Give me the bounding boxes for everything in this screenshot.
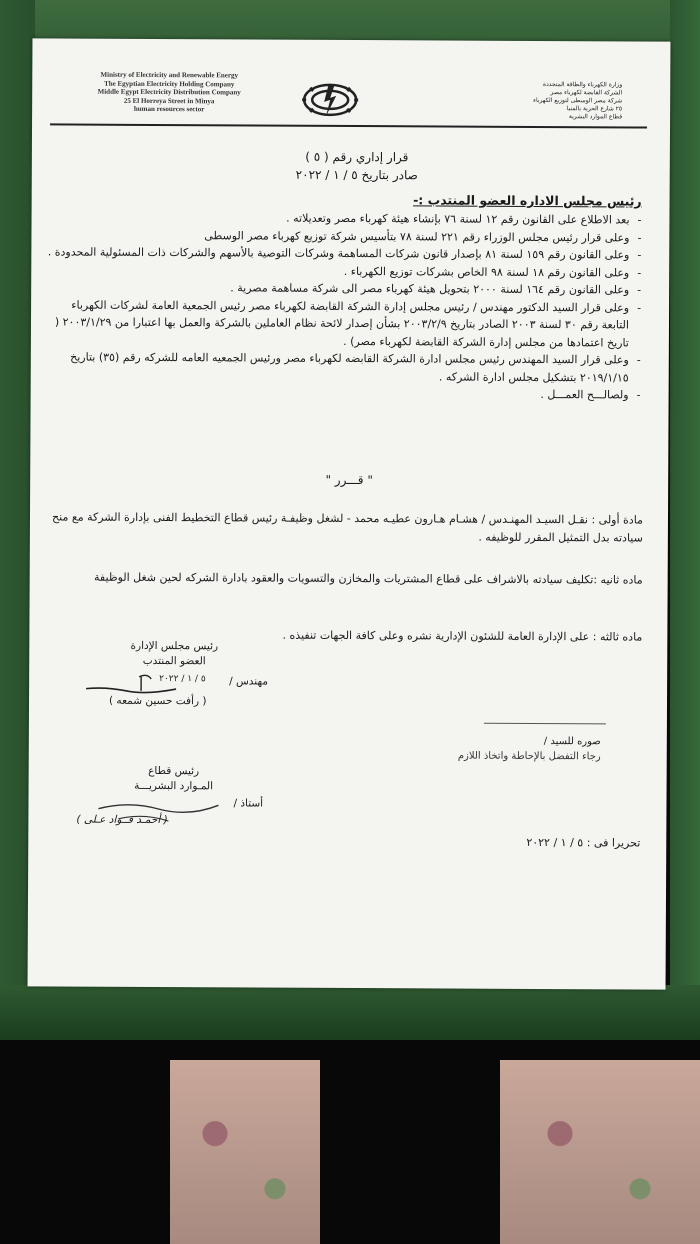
letterhead-line: وزارة الكهرباء والطاقة المتجددة bbox=[542, 81, 623, 89]
decision-date: صادر بتاريخ ٥ / ١ / ٢٠٢٢ bbox=[295, 167, 418, 183]
signatory-chairman-title bbox=[74, 639, 274, 670]
preamble-list bbox=[41, 208, 642, 404]
chairman-heading: رئيس مجلس الاداره العضو المنتدب :- bbox=[413, 192, 642, 209]
issue-date-line: تحريرا فى : ٥ / ١ / ٢٠٢٢ bbox=[526, 835, 641, 850]
document-page bbox=[28, 38, 671, 989]
preamble-item: - بعد الاطلاع على القانون رقم ١٢ لسنة ٧٦ بإنشاء هيئة كهرباء مصر وتعديلاته . bbox=[42, 208, 642, 229]
preamble-item: - وعلى القانون رقم ١٦٤ لسنة ٢٠٠٠ بتحويل هيئة كهرباء مصر الى شركة مساهمة مصرية . bbox=[41, 278, 641, 299]
letterhead-line: ٢٥ شارع الحرية بالمنيا bbox=[566, 105, 623, 113]
signatory-title-line: رئيس قطاع bbox=[148, 764, 200, 778]
company-logo-icon bbox=[298, 78, 362, 122]
article-first: مادة أولى : نقـل السيـد المهنـدس / هشـام هـارون عطيـه محمد - لشغل وظيفـة رئيس قطاع التخطيط الفنى بإدارة الشركة مع منح سيادته بدل التمثيل المقرر للوظيفه . bbox=[52, 510, 644, 545]
letterhead-line: The Egyptian Electricity Holding Company bbox=[104, 79, 235, 88]
preamble-item: - وعلى قرار رئيس مجلس الوزراء رقم ٢٢١ لسنة ٧٨ بتأسيس شركة توزيع كهرباء مصر الوسطى bbox=[41, 226, 641, 247]
cc-underline bbox=[484, 723, 606, 725]
letterhead-line: 25 El Horreya Street in Minya bbox=[123, 96, 215, 105]
signatory-prefix: أستاذ / bbox=[233, 797, 264, 810]
header-divider bbox=[50, 123, 647, 128]
letterhead-line: human resources sector bbox=[133, 104, 205, 114]
decision-title: " قـــرر " bbox=[325, 472, 373, 488]
letterhead-line: Middle Egypt Electricity Distribution Company bbox=[97, 87, 241, 97]
table-edge bbox=[0, 985, 700, 1045]
signatory-name: ( أحمـد فــواد عـلى ) bbox=[76, 813, 168, 827]
decision-reference bbox=[222, 147, 492, 184]
signatory-prefix: مهندس / bbox=[229, 675, 268, 688]
cc-note: رجاء التفضل بالإحاطة واتخاذ اللازم bbox=[457, 750, 601, 763]
background-right bbox=[670, 0, 700, 1040]
letterhead-line: قطاع الموارد البشرية bbox=[568, 113, 623, 121]
article-third: ماده ثالثه : على الإدارة العامة للشئون الإدارية نشره وعلى كافة الجهات تنفيذه . bbox=[282, 628, 643, 644]
signatory-name: ( رأفت حسين شمعه ) bbox=[108, 694, 207, 708]
signature-date: ٥ / ١ / ٢٠٢٢ bbox=[159, 674, 206, 685]
preamble-item: - وعلى قرار السيد الدكتور مهندس / رئيس مجلس إدارة الشركة القابضة لكهرباء مصر رئيس الجمعية العامة لشركات الكهرباء التابعة رقم ٣٠ لسنة ٢٠٠٣ الصادر بتاريخ ٢٠٠٣/٢/٩ بشأن إصدار لائحة نظام العاملين بالشركة والعمل بها اعتبارا من ٢٠٠٣/١/٢٩ ( تاريخ اعتمادها من مجلس إدارة الشركة القابضة لكهرباء مصر) . bbox=[41, 296, 641, 352]
carpet-patch bbox=[500, 1060, 700, 1244]
letterhead-line: الشركة القابضة لكهرباء مصر bbox=[550, 89, 623, 97]
signatory-title-line: المـوارد البشريـــة bbox=[134, 779, 214, 793]
decision-number: قرار إداري رقم ( ٥ ) bbox=[305, 149, 409, 165]
preamble-item: - وعلى قرار السيد المهندس رئيس مجلس ادارة الشركة القابضه لكهرباء مصر ورئيس الجمعيه العامه للشركه رقم (٣٥) بتاريخ ٢٠١٩/١/١٥ بتشكيل مجلس ادارة الشركه . bbox=[41, 348, 641, 386]
letterhead-line: شركة مصر الوسطى لتوزيع الكهرباء bbox=[533, 96, 623, 105]
preamble-item: - وعلى القانون رقم ١٥٩ لسنة ٨١ بإصدار قانون شركات المساهمة وشركات التوصية بالأسهم والشركات ذات المسئولية المحدودة . bbox=[41, 243, 641, 264]
signatory-title-line: العضو المنتدب bbox=[142, 654, 206, 668]
preamble-item: - ولصالـــح العمـــل . bbox=[41, 383, 641, 404]
signatory-title-line: رئيس مجلس الإدارة bbox=[130, 639, 219, 653]
article-second: ماده ثانيه :تكليف سيادته بالاشراف على قطاع المشتريات والمخازن والتسويات والعقود بادارة الشركه لحين شغل الوظيفة bbox=[94, 570, 643, 587]
carpet-patch bbox=[170, 1060, 320, 1244]
cc-recipient: صوره للسيد / bbox=[543, 736, 601, 748]
preamble-item: - وعلى القانون رقم ١٨ لسنة ٩٨ الخاص بشركات توزيع الكهرباء . bbox=[41, 261, 641, 282]
letterhead-english bbox=[60, 70, 278, 114]
letterhead-line: Ministry of Electricity and Renewable Energy bbox=[100, 70, 239, 80]
letterhead-arabic bbox=[452, 81, 622, 122]
